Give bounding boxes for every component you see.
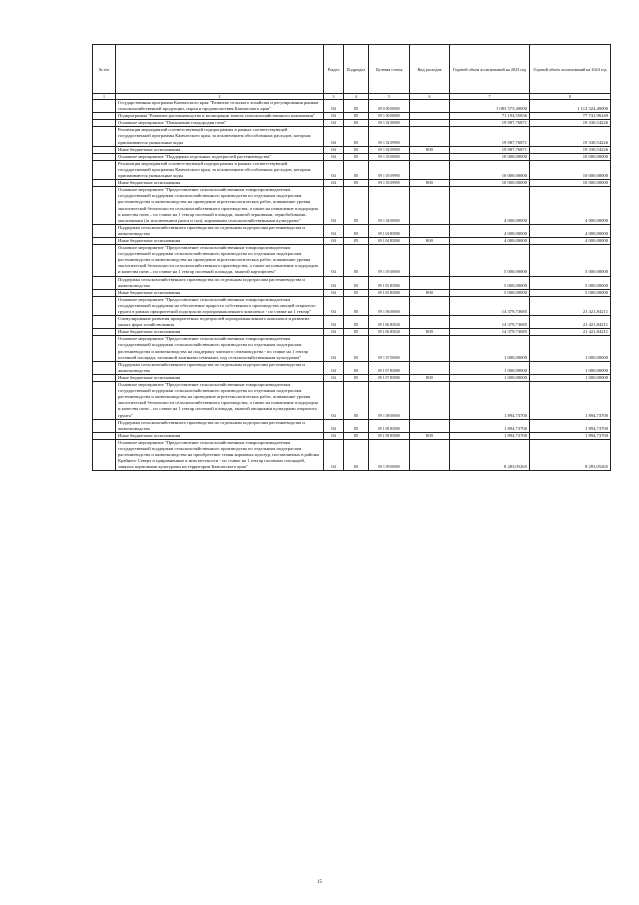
header-volume-2024: Годовой объем ассигнований на 2024 год — [530, 45, 611, 94]
cell-name: Государственная программа Камчатского края "Развитие сельского хозяйства и регулирования рынков сельскохозяйственной продукции, сырья и продовольствия Камчатского края" — [116, 100, 324, 113]
cell-volume-2023: 10 000,00000 — [450, 180, 530, 187]
cell-expense-type: 800 — [410, 289, 450, 296]
cell-subsection: 05 — [344, 245, 369, 276]
table-row — [93, 382, 611, 420]
cell-section: 04 — [324, 180, 344, 187]
cell-target-article: 09 1 04 R5080 — [369, 237, 410, 244]
cell-number — [93, 289, 116, 296]
cell-volume-2023: 1 894,73700 — [450, 382, 530, 420]
cell-section: 04 — [324, 316, 344, 329]
cell-subsection: 05 — [344, 439, 369, 470]
cell-expense-type — [410, 187, 450, 225]
cell-subsection: 05 — [344, 374, 369, 381]
cell-volume-2024: 1 112 324,49000 — [530, 100, 611, 113]
cell-expense-type — [410, 245, 450, 276]
cell-section: 04 — [324, 419, 344, 432]
column-number: 7 — [450, 94, 530, 100]
page-number: 15 — [317, 880, 322, 885]
cell-name: Основное мероприятие "Предоставление сельскохозяйственным товаропроизводителям государственной поддержки сельскохозяйственного производства по отдельным подотраслям растениеводства и животноводства на приобретение семян кормовых культур, поставляемых в районы Крайнего Севера и приравненные к ним местности - по ставке на 1 гектар посевных площадей, занятых кормовыми культурами на территории Камчатского края" — [116, 439, 324, 470]
column-number: 2 — [116, 94, 324, 100]
cell-section: 04 — [324, 361, 344, 374]
cell-name: Иные бюджетные ассигнования — [116, 237, 324, 244]
cell-target-article: 09 1 02 09990 — [369, 146, 410, 153]
cell-expense-type — [410, 439, 450, 470]
cell-section: 04 — [324, 187, 344, 225]
cell-section: 04 — [324, 237, 344, 244]
cell-number — [93, 237, 116, 244]
cell-target-article: 09 1 05 R5080 — [369, 289, 410, 296]
cell-expense-type — [410, 316, 450, 329]
cell-expense-type — [410, 419, 450, 432]
cell-volume-2023: 19 987,76871 — [450, 127, 530, 146]
cell-name: Основное мероприятие "Предоставление сельскохозяйственным товаропроизводителям государственной поддержки сельскохозяйственного производства по отдельным подотраслям растениеводства и животноводства на проведение агротехнологических работ, повышение уровня экологической безопасности сельскохозяйственного производства, а также на повышение плодородия и качества почв – по ставке на 1 гектар посевной площади, занятой зерновыми, зернобобовыми, масличными (за исключением рапса и сои), кормовыми сельскохозяйственными культурами" — [116, 187, 324, 225]
cell-volume-2024: 1 894,73700 — [530, 382, 611, 420]
table-row — [93, 374, 611, 381]
cell-number — [93, 100, 116, 113]
cell-subsection: 05 — [344, 237, 369, 244]
header-expense-type: Вид расходов — [410, 45, 450, 94]
cell-section: 04 — [324, 336, 344, 361]
cell-volume-2023: 1 894,73700 — [450, 419, 530, 432]
cell-volume-2023: 4 000,00000 — [450, 237, 530, 244]
cell-target-article: 09 0 00 00000 — [369, 100, 410, 113]
cell-number — [93, 160, 116, 179]
cell-expense-type: 800 — [410, 180, 450, 187]
cell-target-article: 09 1 03 00000 — [369, 153, 410, 160]
cell-volume-2023: 8 283,05265 — [450, 439, 530, 470]
table-row — [93, 100, 611, 113]
cell-name: Основное мероприятие "Поддержка отдельных подотраслей растениеводства" — [116, 153, 324, 160]
cell-expense-type — [410, 127, 450, 146]
cell-expense-type — [410, 382, 450, 420]
cell-number — [93, 336, 116, 361]
cell-target-article: 09 1 08 R5080 — [369, 432, 410, 439]
cell-expense-type — [410, 336, 450, 361]
cell-number — [93, 316, 116, 329]
cell-expense-type: 800 — [410, 146, 450, 153]
cell-volume-2023: 1 000,00000 — [450, 336, 530, 361]
table-row — [93, 237, 611, 244]
cell-volume-2023: 14 379,73685 — [450, 316, 530, 329]
header-subsection: Подраздел — [344, 45, 369, 94]
cell-volume-2024: 5 000,00000 — [530, 289, 611, 296]
cell-name: Иные бюджетные ассигнования — [116, 289, 324, 296]
cell-target-article: 09 1 07 R5080 — [369, 361, 410, 374]
cell-number — [93, 374, 116, 381]
cell-expense-type — [410, 276, 450, 289]
table-row — [93, 329, 611, 336]
table-row — [93, 146, 611, 153]
table-row — [93, 153, 611, 160]
header-section: Раздел — [324, 45, 344, 94]
cell-volume-2023: 5 000,00000 — [450, 245, 530, 276]
cell-volume-2024: 19 330,54226 — [530, 127, 611, 146]
cell-section: 04 — [324, 153, 344, 160]
cell-section: 04 — [324, 100, 344, 113]
cell-volume-2023: 10 000,00000 — [450, 153, 530, 160]
cell-volume-2024: 10 000,00000 — [530, 153, 611, 160]
cell-name: Иные бюджетные ассигнования — [116, 432, 324, 439]
cell-volume-2024: 21 421,84211 — [530, 316, 611, 329]
cell-number — [93, 113, 116, 120]
cell-expense-type: 800 — [410, 374, 450, 381]
table-row — [93, 432, 611, 439]
cell-name: Реализация мероприятий соответствующей подпрограммы в рамках соответствующей государственной программы Камчатского края, за исключением обособленных расходов, которым присваиваются уникальные коды — [116, 160, 324, 179]
cell-volume-2024: 19 330,54226 — [530, 120, 611, 127]
cell-section: 04 — [324, 160, 344, 179]
cell-target-article: 09 1 02 09990 — [369, 127, 410, 146]
header-volume-2023: Годовой объем ассигнований на 2023 год — [450, 45, 530, 94]
cell-volume-2023: 10 000,00000 — [450, 160, 530, 179]
cell-name: Иные бюджетные ассигнования — [116, 329, 324, 336]
cell-target-article: 09 1 02 00000 — [369, 120, 410, 127]
cell-volume-2024: 1 000,00000 — [530, 361, 611, 374]
cell-section: 04 — [324, 432, 344, 439]
cell-number — [93, 432, 116, 439]
cell-volume-2024: 21 421,84211 — [530, 329, 611, 336]
cell-volume-2023: 5 000,00000 — [450, 289, 530, 296]
header-name — [116, 45, 324, 94]
cell-target-article: 09 1 07 R5080 — [369, 374, 410, 381]
cell-section: 04 — [324, 276, 344, 289]
cell-name: Основное мероприятие "Предоставление сельскохозяйственным товаропроизводителям государственной поддержки сельскохозяйственного производства по отдельным подотраслям растениеводства и животноводства на проведение агротехнологических работ, повышение уровня экологической безопасности сельскохозяйственного производства, а также на повышение плодородия и качества почв – по ставке на 1 гектар посевной площади, занятой овощными культурами открытого грунта" — [116, 382, 324, 420]
cell-volume-2023: 1 000,00000 — [450, 374, 530, 381]
cell-subsection: 05 — [344, 382, 369, 420]
cell-section: 04 — [324, 127, 344, 146]
cell-volume-2023: 4 000,00000 — [450, 224, 530, 237]
cell-name: Основное мероприятие "Предоставление сельскохозяйственным товаропроизводителям государственной поддержки на обеспечение прироста собственного производства овощей открытого грунта в рамках приоритетной подотрасли агропромышленного комплекса - по ставке на 1 гектар" — [116, 296, 324, 315]
cell-target-article: 09 1 08 00000 — [369, 382, 410, 420]
cell-volume-2023: 19 987,76871 — [450, 146, 530, 153]
cell-subsection: 05 — [344, 316, 369, 329]
cell-name: Основное мероприятие "Предоставление сельскохозяйственным товаропроизводителям государственной поддержки сельскохозяйственного производства по отдельным подотраслям растениеводства и животноводства на проведение агротехнологических работ, повышение уровня экологической безопасности сельскохозяйственного производства, а также на повышение плодородия и качества почв – по ставке на 1 гектар посевной площади, занятой картофелем" — [116, 245, 324, 276]
cell-expense-type — [410, 160, 450, 179]
cell-section: 04 — [324, 382, 344, 420]
cell-section: 04 — [324, 289, 344, 296]
table-row — [93, 113, 611, 120]
column-number: 4 — [344, 94, 369, 100]
cell-subsection: 05 — [344, 113, 369, 120]
cell-name: Основное мероприятие "Предоставление сельскохозяйственным товаропроизводителям государственной поддержки сельскохозяйственного производства по отдельным подотраслям растениеводства и животноводства на поддержку элитного семеноводства - по ставке на 1 гектар посевной площади, засеянной элитными семенами, под сельскохозяйственными культурами" — [116, 336, 324, 361]
cell-name: Иные бюджетные ассигнования — [116, 146, 324, 153]
cell-target-article: 09 1 06 R5020 — [369, 329, 410, 336]
cell-volume-2023: 14 379,73685 — [450, 296, 530, 315]
cell-volume-2024: 5 000,00000 — [530, 276, 611, 289]
cell-subsection: 05 — [344, 100, 369, 113]
cell-volume-2024: 4 000,00000 — [530, 237, 611, 244]
cell-target-article: 09 1 03 09990 — [369, 180, 410, 187]
cell-number — [93, 146, 116, 153]
cell-target-article: 09 1 04 00000 — [369, 187, 410, 225]
header-number: № п/п — [93, 45, 116, 94]
cell-section: 04 — [324, 439, 344, 470]
cell-section: 04 — [324, 245, 344, 276]
cell-expense-type — [410, 153, 450, 160]
cell-volume-2024: 10 000,00000 — [530, 160, 611, 179]
cell-number — [93, 180, 116, 187]
cell-subsection: 05 — [344, 361, 369, 374]
cell-expense-type: 800 — [410, 432, 450, 439]
cell-expense-type — [410, 100, 450, 113]
cell-number — [93, 153, 116, 160]
cell-number — [93, 382, 116, 420]
cell-subsection: 05 — [344, 120, 369, 127]
table-row — [93, 160, 611, 179]
cell-volume-2024: 21 421,84211 — [530, 296, 611, 315]
column-number: 6 — [410, 94, 450, 100]
cell-target-article: 09 1 03 09990 — [369, 160, 410, 179]
table-row — [93, 245, 611, 276]
cell-expense-type — [410, 113, 450, 120]
cell-section: 04 — [324, 224, 344, 237]
cell-number — [93, 245, 116, 276]
cell-name: Поддержка сельскохозяйственного производства по отдельным подотраслям растениеводства и животноводства — [116, 224, 324, 237]
cell-number — [93, 187, 116, 225]
table-row — [93, 127, 611, 146]
cell-subsection: 05 — [344, 153, 369, 160]
cell-target-article: 09 1 07 00000 — [369, 336, 410, 361]
cell-volume-2024: 1 000,00000 — [530, 336, 611, 361]
cell-volume-2024: 5 000,00000 — [530, 245, 611, 276]
cell-subsection: 05 — [344, 296, 369, 315]
cell-expense-type: 800 — [410, 237, 450, 244]
table-row — [93, 187, 611, 225]
cell-target-article: 09 1 08 R5080 — [369, 419, 410, 432]
header-target-article: Целевая статья — [369, 45, 410, 94]
cell-volume-2024: 77 741,96349 — [530, 113, 611, 120]
column-number: 3 — [324, 94, 344, 100]
cell-subsection: 05 — [344, 432, 369, 439]
cell-name: Поддержка сельскохозяйственного производства по отдельным подотраслям растениеводства и животноводства — [116, 276, 324, 289]
cell-subsection: 05 — [344, 160, 369, 179]
table-row — [93, 439, 611, 470]
cell-volume-2024: 4 000,00000 — [530, 187, 611, 225]
cell-target-article: 09 1 06 R5020 — [369, 316, 410, 329]
table-row — [93, 276, 611, 289]
table-row — [93, 180, 611, 187]
cell-name: Стимулирование развития приоритетных подотраслей агропромышленного комплекса и развитие малых форм хозяйствования — [116, 316, 324, 329]
cell-number — [93, 439, 116, 470]
cell-name: Подпрограмма "Развитие растениеводства и мелиорации земель сельскохозяйственного назначения" — [116, 113, 324, 120]
table-row — [93, 296, 611, 315]
cell-subsection: 05 — [344, 127, 369, 146]
cell-volume-2024: 1 894,73700 — [530, 432, 611, 439]
cell-subsection: 05 — [344, 336, 369, 361]
cell-volume-2023: 14 379,73685 — [450, 329, 530, 336]
cell-subsection: 05 — [344, 146, 369, 153]
cell-subsection: 05 — [344, 187, 369, 225]
cell-volume-2024: 1 000,00000 — [530, 374, 611, 381]
cell-expense-type — [410, 120, 450, 127]
table-row — [93, 120, 611, 127]
table-header-row — [93, 45, 611, 94]
cell-subsection: 05 — [344, 180, 369, 187]
cell-number — [93, 296, 116, 315]
cell-subsection: 05 — [344, 329, 369, 336]
cell-target-article: 09 1 05 R5080 — [369, 276, 410, 289]
cell-number — [93, 127, 116, 146]
cell-name: Поддержка сельскохозяйственного производства по отдельным подотраслям растениеводства и животноводства — [116, 361, 324, 374]
cell-section: 04 — [324, 113, 344, 120]
cell-section: 04 — [324, 120, 344, 127]
cell-number — [93, 224, 116, 237]
cell-volume-2024: 1 894,73700 — [530, 419, 611, 432]
cell-section: 04 — [324, 146, 344, 153]
cell-target-article: 09 1 05 00000 — [369, 245, 410, 276]
cell-volume-2024: 4 000,00000 — [530, 224, 611, 237]
cell-volume-2023: 1 000,00000 — [450, 361, 530, 374]
cell-name: Основное мероприятие "Повышение плодородия почв" — [116, 120, 324, 127]
cell-number — [93, 120, 116, 127]
table-row — [93, 224, 611, 237]
table-row — [93, 419, 611, 432]
cell-volume-2023: 5 000,00000 — [450, 276, 530, 289]
column-number: 8 — [530, 94, 611, 100]
table-row — [93, 316, 611, 329]
cell-target-article: 09 1 04 R5080 — [369, 224, 410, 237]
cell-section: 04 — [324, 329, 344, 336]
cell-volume-2023: 19 987,76871 — [450, 120, 530, 127]
cell-subsection: 05 — [344, 419, 369, 432]
cell-volume-2024: 8 283,05265 — [530, 439, 611, 470]
cell-volume-2024: 19 330,54226 — [530, 146, 611, 153]
cell-number — [93, 361, 116, 374]
table-row — [93, 361, 611, 374]
cell-number — [93, 419, 116, 432]
cell-expense-type — [410, 296, 450, 315]
table-row — [93, 336, 611, 361]
cell-volume-2023: 1 083 575,49000 — [450, 100, 530, 113]
cell-section: 04 — [324, 374, 344, 381]
cell-name: Реализация мероприятий соответствующей подпрограммы в рамках соответствующей государственной программы Камчатского края, за исключением обособленных расходов, которым присваиваются уникальные коды — [116, 127, 324, 146]
cell-number — [93, 329, 116, 336]
table-row — [93, 289, 611, 296]
cell-name: Поддержка сельскохозяйственного производства по отдельным подотраслям растениеводства и животноводства — [116, 419, 324, 432]
cell-name: Иные бюджетные ассигнования — [116, 374, 324, 381]
cell-subsection: 05 — [344, 224, 369, 237]
column-number: 1 — [93, 94, 116, 100]
cell-volume-2023: 4 000,00000 — [450, 187, 530, 225]
cell-target-article: 09 1 09 00000 — [369, 439, 410, 470]
cell-volume-2023: 1 894,73700 — [450, 432, 530, 439]
cell-section: 04 — [324, 296, 344, 315]
cell-expense-type — [410, 361, 450, 374]
cell-target-article: 09 1 06 00000 — [369, 296, 410, 315]
column-number: 5 — [369, 94, 410, 100]
cell-target-article: 09 1 00 00000 — [369, 113, 410, 120]
cell-expense-type: 800 — [410, 329, 450, 336]
budget-table — [92, 44, 611, 471]
cell-expense-type — [410, 224, 450, 237]
cell-name: Иные бюджетные ассигнования — [116, 180, 324, 187]
cell-volume-2023: 71 194,55836 — [450, 113, 530, 120]
cell-number — [93, 276, 116, 289]
cell-volume-2024: 10 000,00000 — [530, 180, 611, 187]
cell-subsection: 05 — [344, 276, 369, 289]
cell-subsection: 05 — [344, 289, 369, 296]
